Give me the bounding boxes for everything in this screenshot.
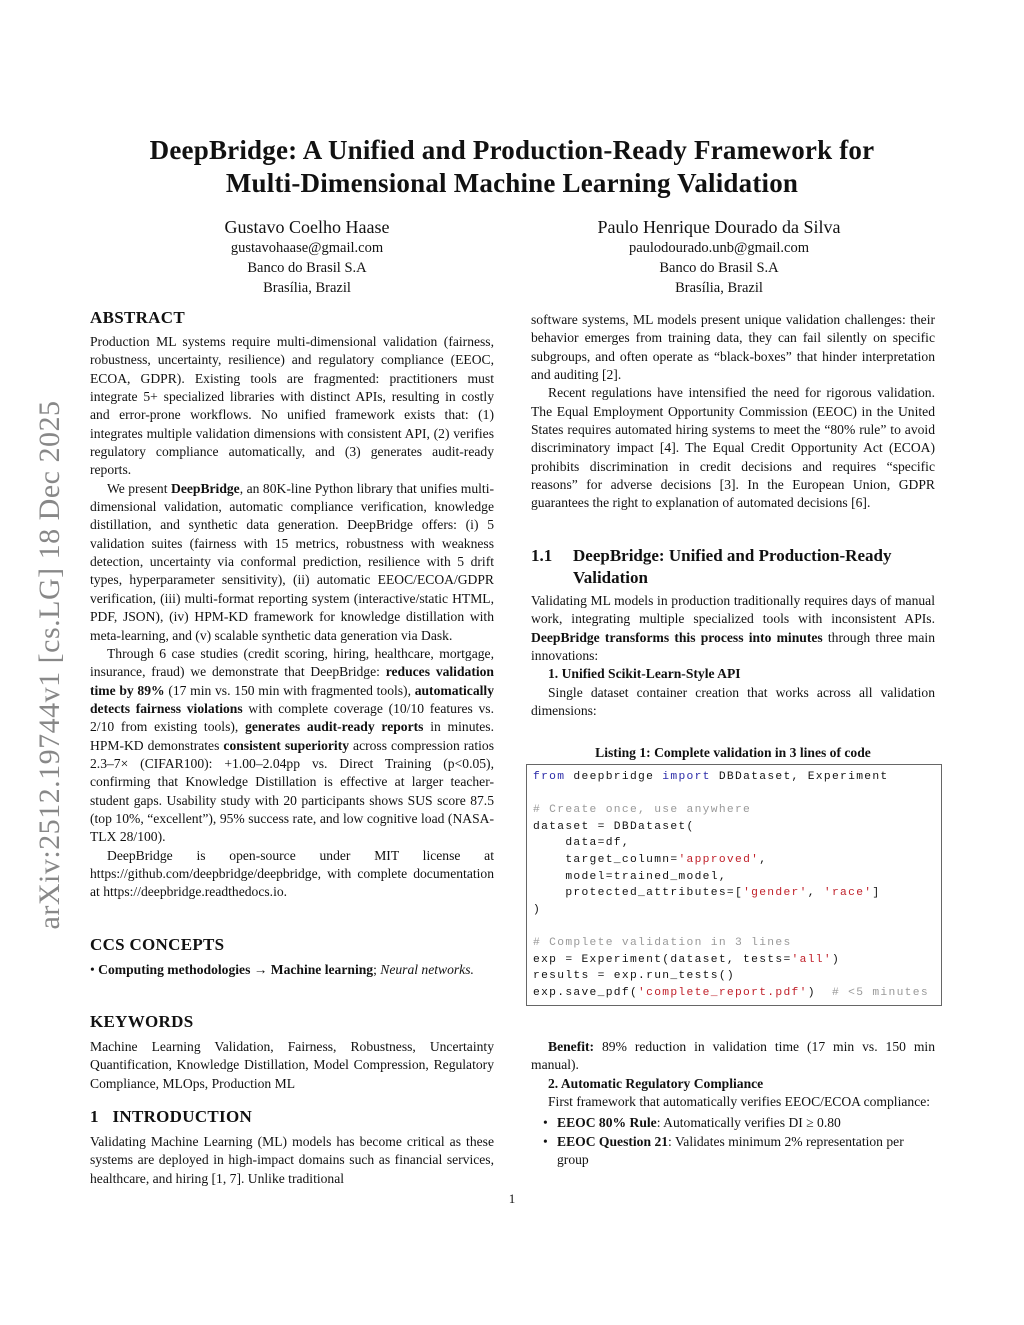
code-token: protected_attributes=[: [533, 887, 744, 900]
bold-text: Computing methodologies: [98, 962, 251, 977]
abstract-paragraph: [90, 645, 494, 847]
intro-paragraph: [531, 311, 935, 384]
introduction-text: [90, 1133, 494, 1188]
bullet-icon: •: [543, 1133, 548, 1149]
bullet-item: [543, 1114, 935, 1132]
code-string: 'all': [791, 953, 832, 966]
code-line: [533, 869, 935, 886]
author-block: [107, 216, 507, 298]
subsection-paragraph: [531, 592, 935, 665]
abstract-body: [90, 333, 494, 902]
bold-text: Benefit:: [548, 1039, 595, 1054]
text-run: Production ML systems require multi-dimensional validation (fairness, robustness, uncertainty, resilience) and regulatory compliance (EEOC, ECOA, GDPR). Existing tools are fragmented: practitioners must integrate 5+ specialized libraries with distinct APIs, resulting in costly and error-prone workflows. No unified framework exists that: (1) integrates multiple validation dimensions with consistent API, (2) verifies regulatory compliance automatically, and (3) generates audit-ready reports.: [90, 334, 494, 478]
author-email[interactable]: gustavohaase@gmail.com: [230, 240, 384, 256]
subsection-title: DeepBridge: Unified and Production-Ready Validation: [573, 546, 892, 587]
code-line: [533, 769, 935, 786]
text-run: through three main innovations:: [531, 629, 935, 664]
text-run: 89% reduction in validation time (17 min vs. 150 min manual).: [531, 1039, 935, 1073]
bold-text: reduces validation time by 89%: [90, 664, 494, 698]
bullet-icon: •: [543, 1115, 548, 1131]
bullet-text: [557, 1134, 904, 1167]
bold-text: DeepBridge: [171, 480, 240, 496]
abstract-heading: ABSTRACT: [90, 308, 185, 327]
code-comment: # Complete validation in 3 lines: [533, 936, 792, 949]
ccs-heading: CCS CONCEPTS: [90, 935, 225, 954]
text-run: : Automatically verifies DI ≥ 0.80: [656, 1115, 841, 1131]
code-string: 'complete_report.pdf': [638, 986, 808, 999]
author-city: Brasília, Brazil: [675, 280, 763, 296]
item-text: [531, 1093, 935, 1111]
code-token: dataset = DBDataset(: [533, 820, 695, 833]
text-run: : Validates minimum 2% representation per group: [557, 1133, 904, 1168]
code-string: 'approved': [678, 853, 760, 866]
bullet-item: [543, 1133, 935, 1170]
author-email[interactable]: paulodourado.unb@gmail.com: [628, 240, 810, 256]
paper-title: [60, 134, 964, 200]
italic-text: Neural networks.: [380, 962, 474, 977]
code-token: target_column=: [533, 853, 679, 866]
bold-text: EEOC 80% Rule: [557, 1115, 657, 1131]
bold-text: Machine learning: [270, 962, 374, 977]
introduction-heading: 1 INTRODUCTION: [90, 1107, 253, 1126]
bullet-text: [557, 1115, 841, 1130]
bold-text: EEOC Question 21: [557, 1133, 669, 1149]
text-run: We present: [107, 480, 171, 496]
arxiv-stamp: arXiv:2512.19744v1 [cs.LG] 18 Dec 2025: [33, 400, 66, 930]
abstract-paragraph: [90, 480, 494, 645]
text-run: DeepBridge is open-source under MIT license at https://github.com/deepbridge/deepbridge, with complete documentation at https://deepbridge.readthedocs.io.: [90, 847, 494, 900]
keywords-text: [90, 1038, 494, 1093]
text-run: (17 min vs. 150 min with fragmented tools),: [164, 682, 415, 698]
bold-text: automatically detects fairness violations: [90, 682, 494, 716]
bold-text: consistent superiority: [223, 737, 350, 753]
page-number: 1: [508, 1191, 516, 1206]
text-run: First framework that automatically verifies EEOC/ECOA compliance:: [548, 1094, 931, 1110]
code-token: deepbridge: [565, 771, 663, 783]
benefit-text: [531, 1038, 935, 1075]
text-run: Validating Machine Learning (ML) models has become critical as these systems are deployed in high-impact domains such as financial services, healthcare, and hiring [1, 7]. Unlike traditional: [90, 1134, 494, 1186]
keywords-heading: KEYWORDS: [90, 1012, 194, 1031]
right-column-top: [531, 311, 935, 513]
listing-caption: Listing 1: Complete validation in 3 lines of code: [595, 745, 871, 760]
text-run: •: [90, 962, 99, 977]
code-string: 'race': [823, 887, 873, 900]
code-comment: # <5 minutes: [831, 986, 929, 999]
text-run: with complete coverage (10/10 features vs. 2/10 from existing tools),: [90, 700, 494, 735]
code-line: [533, 786, 935, 803]
bullet-list: [531, 1114, 935, 1169]
code-comment: # Create once, use anywhere: [533, 804, 752, 817]
code-line: [533, 968, 935, 985]
code-token: exp.save_pdf(: [533, 986, 639, 999]
code-line: [533, 935, 935, 952]
code-string: 'gender': [743, 887, 808, 900]
text-run: Recent regulations have intensified the need for rigorous validation. The Equal Employment Opportunity Commission (EEOC) in the United States requires automated hiring systems to meet the “80% rule” to avoid discriminatory impact [4]. The Equal Credit Opportunity Act (ECOA) prohibits discrimination in credit decisions and requires “specific reasons” for adverse decisions [3]. In the European Union, GDPR guarantees the right to explanation of automated decisions [6].: [531, 385, 935, 511]
code-keyword: import: [662, 771, 711, 783]
code-line: [533, 852, 935, 869]
bold-text: generates audit-ready reports: [245, 719, 424, 735]
code-token: DBDataset, Experiment: [710, 771, 889, 783]
item-title: 2. Automatic Regulatory Compliance: [548, 1075, 764, 1091]
intro-paragraph: [531, 384, 935, 512]
subsection-heading: [531, 545, 935, 589]
text-run: Single dataset container creation that works across all validation dimensions:: [531, 684, 935, 719]
item-title: 1. Unified Scikit-Learn-Style API: [548, 666, 741, 682]
text-run: →: [250, 962, 271, 977]
code-line: [533, 952, 935, 969]
subsection-body: [531, 592, 935, 720]
abstract-paragraph: [90, 847, 494, 902]
code-line: [533, 885, 935, 902]
code-keyword: from: [533, 771, 566, 783]
item-text: [531, 684, 935, 721]
code-token: exp = Experiment(dataset, tests=: [533, 953, 792, 966]
code-token: ,: [807, 887, 824, 900]
title-line: DeepBridge: A Unified and Production-Ready Framework for: [149, 135, 875, 165]
subsection-number: 1.1: [531, 546, 553, 565]
code-token: ): [807, 986, 832, 999]
text-run: in minutes. HPM-KD demonstrates: [90, 719, 494, 753]
author-name: Paulo Henrique Dourado da Silva: [597, 217, 841, 237]
code-line: [533, 819, 935, 836]
code-line: [533, 985, 935, 1002]
text-run: software systems, ML models present unique validation challenges: their behavior emerges from training data, they can fail silently on specific subgroups, and often operate as “black-boxes” that hinder interpretation and auditing [2].: [531, 312, 935, 383]
author-city: Brasília, Brazil: [263, 280, 351, 296]
code-listing: [526, 764, 942, 1006]
code-token: ]: [872, 887, 881, 900]
code-token: data=df,: [533, 837, 630, 850]
code-token: ,: [759, 853, 768, 866]
code-token: ): [533, 903, 542, 916]
code-line: [533, 902, 935, 919]
author-affiliation: Banco do Brasil S.A: [659, 260, 779, 276]
author-affiliation: Banco do Brasil S.A: [247, 260, 367, 276]
code-line: [533, 802, 935, 819]
code-token: ): [831, 953, 841, 966]
author-block: [519, 216, 919, 298]
author-name: Gustavo Coelho Haase: [224, 217, 390, 237]
right-column-bottom: [531, 1038, 935, 1169]
title-line: Multi-Dimensional Machine Learning Validation: [225, 168, 799, 198]
text-run: across compression ratios 2.3–7× (CIFAR100): +1.00–2.04pp vs. Direct Training (p<0.05), confirming that Knowledge Distillation is effective at larger teacher-student gaps. Usability study with 20 participants shows SUS score 87.5 (top 10%, “excellent”), 95% success rate, and low cognitive load (NASA-TLX 28/100).: [90, 737, 494, 845]
abstract-paragraph: [90, 333, 494, 480]
text-run: Validating ML models in production traditionally requires days of manual work, integrating multiple specialized tools with inconsistent APIs.: [531, 593, 935, 627]
text-run: Through 6 case studies (credit scoring, hiring, healthcare, mortgage, insurance, fraud) we demonstrate that DeepBridge:: [90, 645, 494, 680]
code-token: results = exp.run_tests(): [533, 970, 735, 983]
bold-text: DeepBridge transforms this process into minutes: [531, 629, 823, 645]
code-line: [533, 918, 935, 935]
code-token: model=trained_model,: [533, 870, 727, 883]
ccs-text: [90, 961, 494, 979]
text-run: , an 80K-line Python library that unifies multi-dimensional validation, automatic compliance verification, knowledge distillation, and synthetic data generation. DeepBridge offers: (i) 5 validation suites (fairness with 15 metrics, robustness with weakness detection, uncertainty via conformal prediction, resilience with 5 drift types, hyperparameter sensitivity), (ii) automatic EEOC/ECOA/GDPR verification, (iii) multi-format reporting system (interactive/static HTML, PDF, JSON), (iv) HPM-KD framework for knowledge distillation with meta-learning, and (v) scalable synthetic data generation via Dask.: [90, 480, 494, 643]
text-run: Machine Learning Validation, Fairness, Robustness, Uncertainty Quantification, Knowledge Distillation, Model Compression, Regulatory Compliance, MLOps, Production ML: [90, 1039, 494, 1091]
code-line: [533, 835, 935, 852]
text-run: ;: [373, 962, 381, 977]
